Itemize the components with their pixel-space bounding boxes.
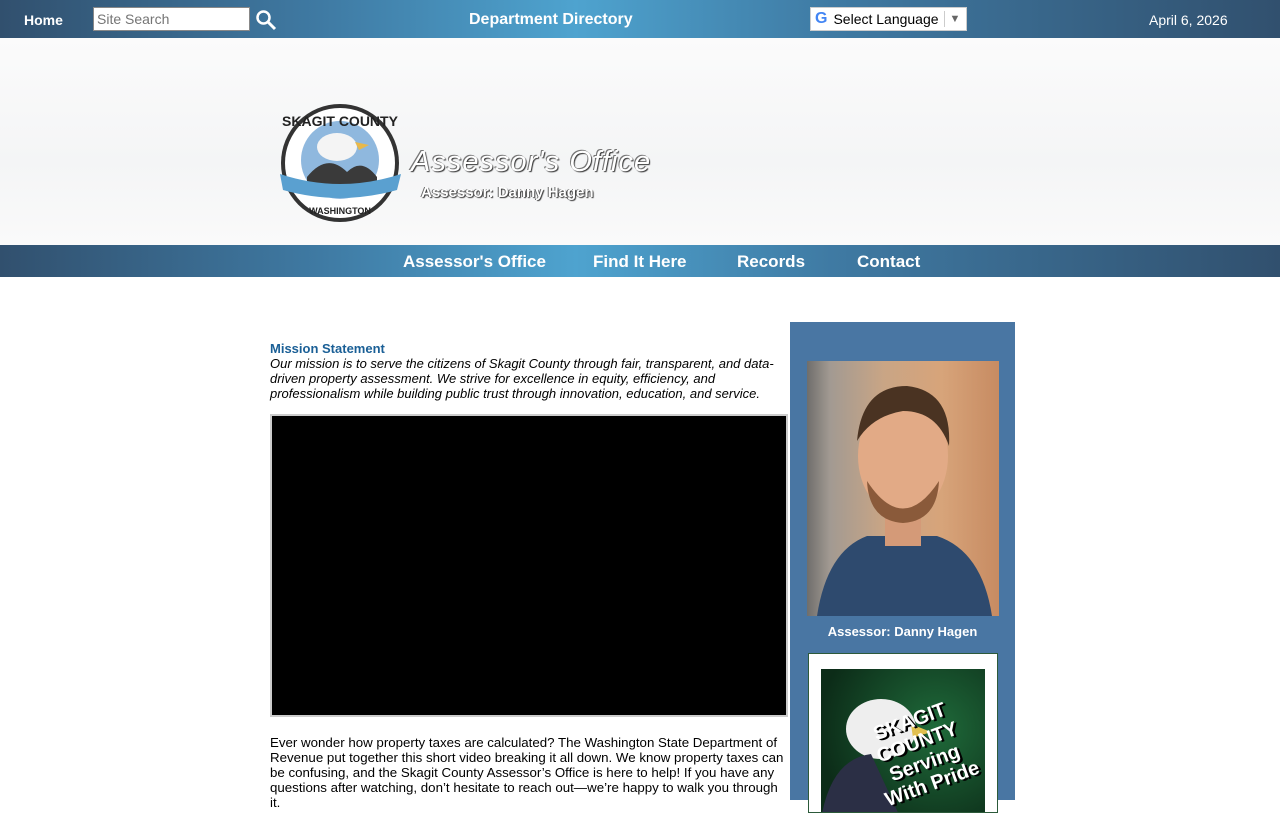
sidebar xyxy=(790,322,1015,812)
county-seal-logo xyxy=(277,102,404,224)
assessor-subtitle: Assessor: Danny Hagen xyxy=(421,184,594,201)
google-icon: G xyxy=(815,10,828,27)
mission-text: Our mission is to serve the citizens of Skagit County through fair, transparent, and data-driven property assessment. We strive for excellence in equity, efficiency, and professionalism while building public trust through innovation, education, and service. xyxy=(270,356,774,401)
svg-text:SKAGIT COUNTY: SKAGIT COUNTY xyxy=(282,113,398,129)
search-icon[interactable] xyxy=(255,9,277,31)
header-banner xyxy=(0,38,1280,245)
page-title: Assessor's Office xyxy=(411,146,652,178)
mission-section xyxy=(270,341,788,401)
divider xyxy=(944,11,945,27)
top-bar xyxy=(0,0,1280,38)
language-select[interactable] xyxy=(810,7,967,31)
dropdown-arrow-icon: ▼ xyxy=(949,13,961,25)
video-description: Ever wonder how property taxes are calculated? The Washington State Department of Revenue put together this short video breaking it all down. We know property taxes can be confusing, and the Skagit County Assessor’s Office is here to help! If you have any questions after watching, don’t hesitate to reach out—we’re happy to walk you through it. xyxy=(270,735,784,810)
nav-assessors-office[interactable]: Assessor's Office xyxy=(403,252,546,271)
current-date: April 6, 2026 xyxy=(1149,12,1228,28)
assessor-photo xyxy=(807,361,999,616)
assessor-caption: Assessor: Danny Hagen xyxy=(827,624,978,639)
nav-find-it-here[interactable]: Find It Here xyxy=(593,252,687,271)
nav-contact[interactable]: Contact xyxy=(857,252,921,271)
video-player[interactable] xyxy=(270,414,788,717)
nav-records[interactable]: Records xyxy=(737,252,806,271)
mission-heading: Mission Statement xyxy=(270,341,385,356)
poster-text: SKAGIT COUNTY Serving With Pride xyxy=(870,698,983,812)
department-directory-link[interactable]: Department Directory xyxy=(469,11,633,28)
site-search-input[interactable] xyxy=(93,7,250,31)
main-nav xyxy=(0,245,1280,277)
language-label: Select Language xyxy=(833,11,939,27)
svg-text:WASHINGTON: WASHINGTON xyxy=(309,206,371,216)
skagit-county-poster[interactable] xyxy=(808,653,998,813)
home-link[interactable]: Home xyxy=(24,12,63,28)
